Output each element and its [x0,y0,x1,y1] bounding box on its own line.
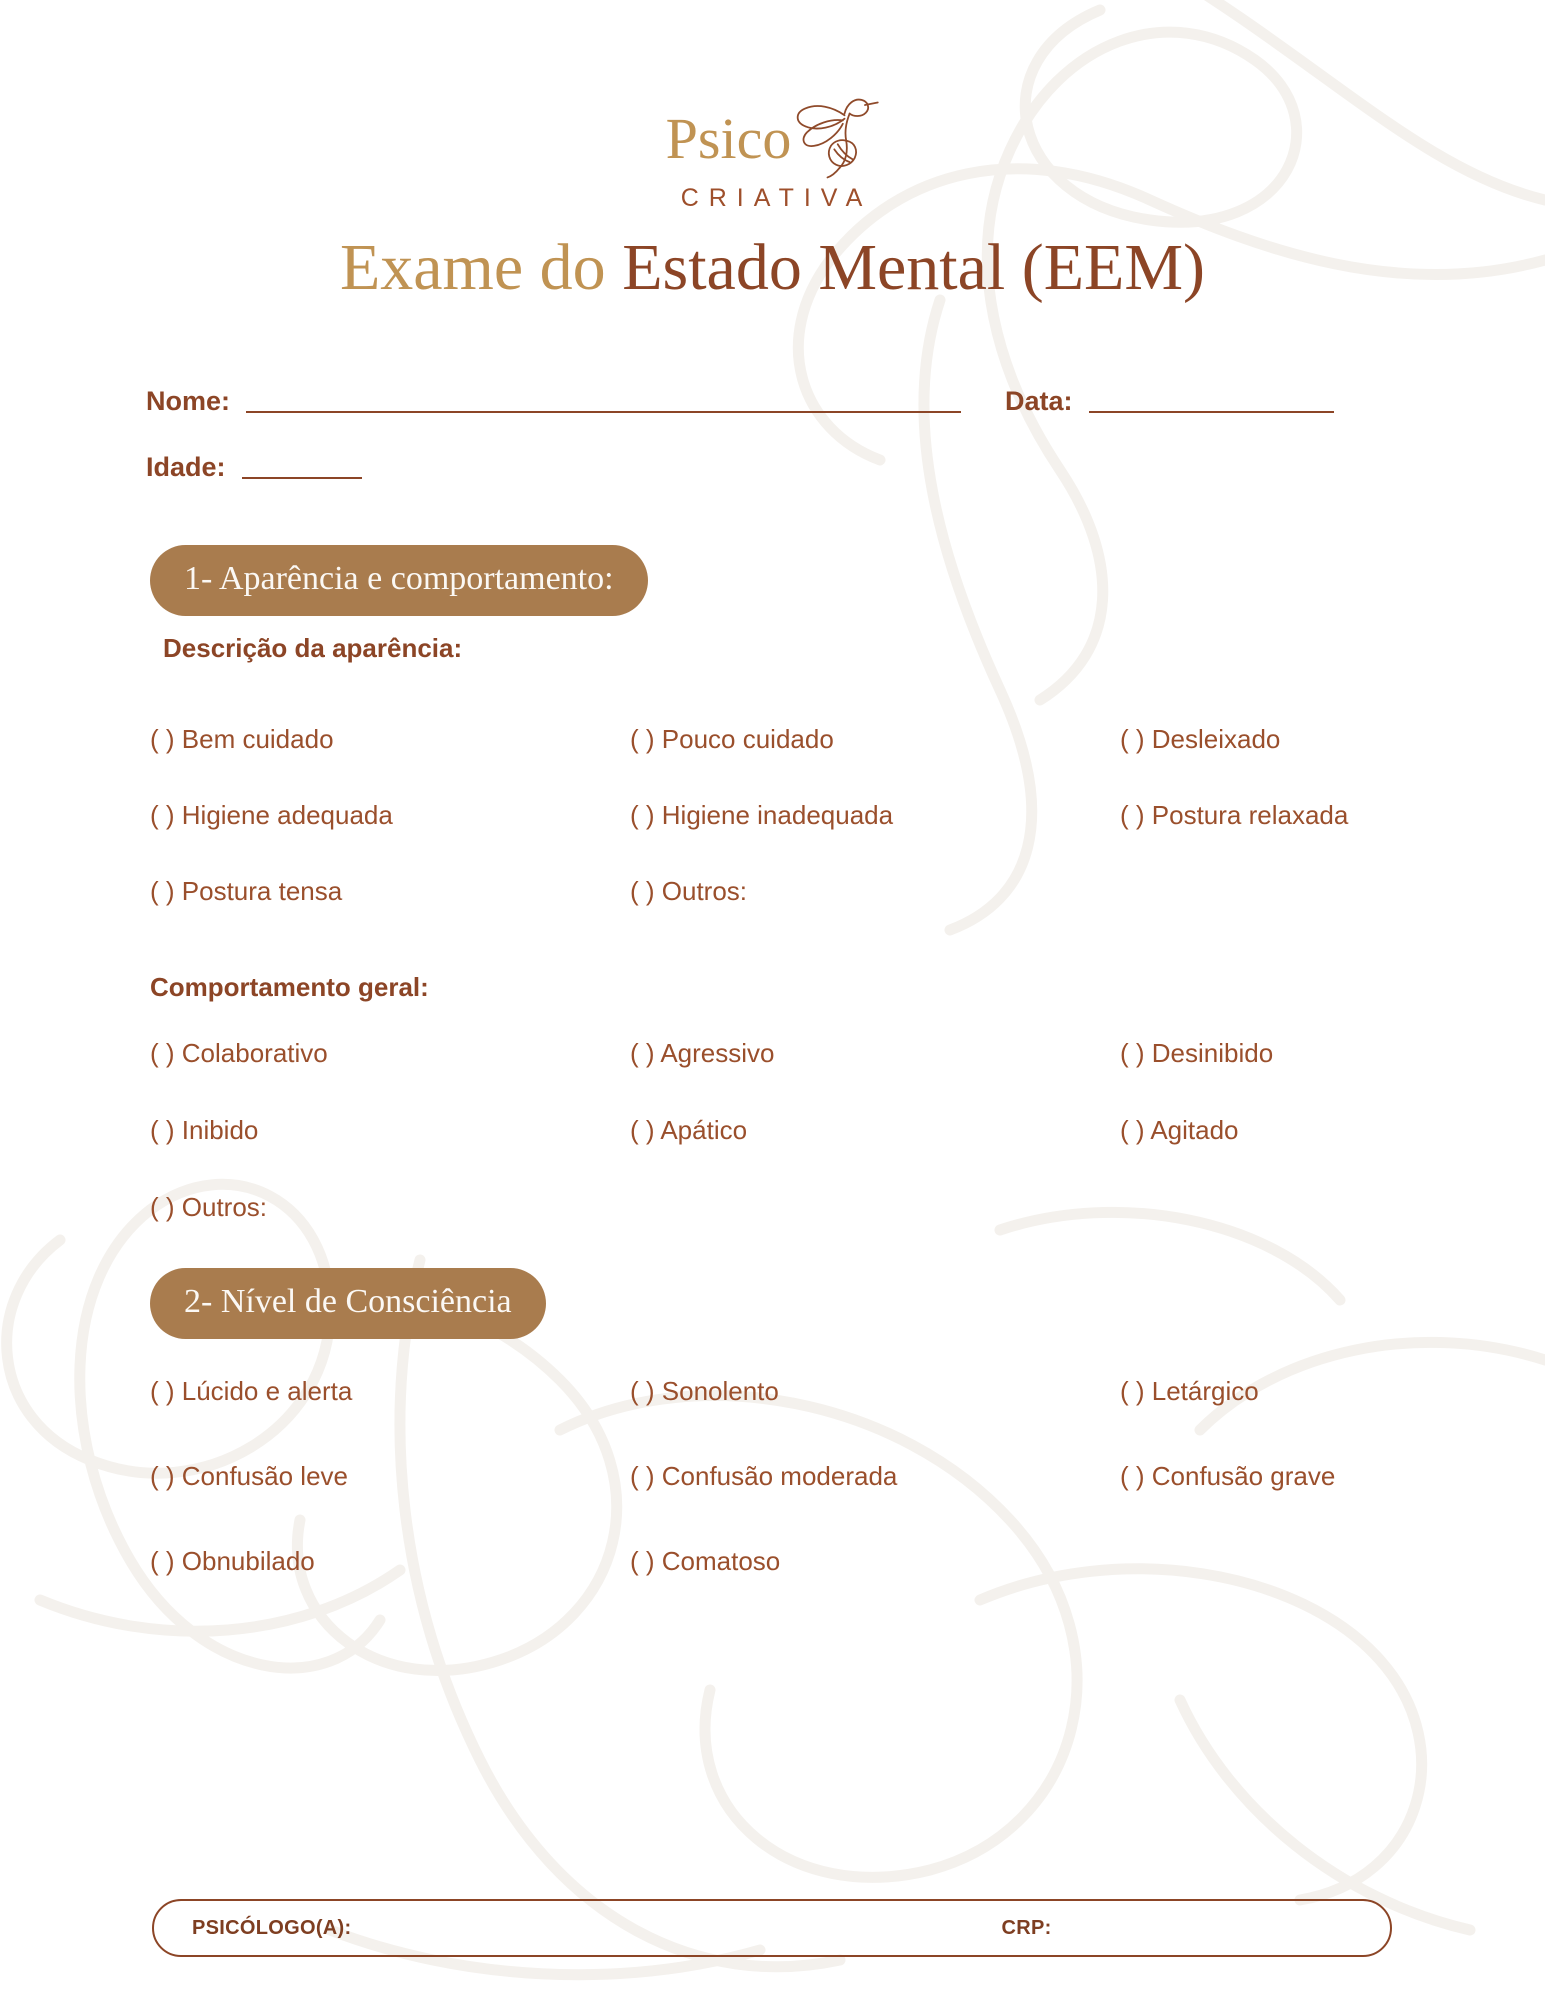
option-higiene-adequada[interactable]: ( ) Higiene adequada [150,800,393,830]
data-label: Data: [1005,386,1073,416]
logo-row [666,88,880,180]
nome-input[interactable] [246,411,961,413]
signature-footer [152,1899,1392,1957]
subheading-descricao-aparencia: Descrição da aparência: [163,633,463,663]
option-row [150,726,1480,802]
section-1-header: 1- Aparência e comportamento: [150,545,648,616]
option-lucido-e-alerta[interactable]: ( ) Lúcido e alerta [150,1376,353,1406]
option-postura-relaxada[interactable]: ( ) Postura relaxada [1120,800,1349,830]
idade-input[interactable] [242,477,362,479]
nome-data-row [146,375,1485,419]
option-agressivo[interactable]: ( ) Agressivo [630,1038,775,1068]
options-grid-consciencia [150,1378,1480,1633]
option-pouco-cuidado[interactable]: ( ) Pouco cuidado [630,724,834,754]
idade-label: Idade: [146,452,226,482]
option-outros-aparencia[interactable]: ( ) Outros: [630,876,748,906]
option-row [150,1117,1480,1194]
idade-row [146,441,1485,485]
option-confusao-moderada[interactable]: ( ) Confusão moderada [630,1461,898,1491]
option-row [150,802,1480,878]
subheading-comportamento-geral: Comportamento geral: [150,972,429,1002]
brand-logo [0,88,1545,213]
psicologo-label: PSICÓLOGO(A): [192,1916,352,1939]
page-title-light: Exame do [339,231,623,304]
option-confusao-leve[interactable]: ( ) Confusão leve [150,1461,348,1491]
option-postura-tensa[interactable]: ( ) Postura tensa [150,876,343,906]
option-row [150,1378,1480,1463]
option-empty [1120,878,1480,954]
identification-fields [146,375,1485,507]
option-empty [1120,1194,1480,1271]
option-empty [630,1194,1120,1271]
hummingbird-icon [793,88,879,180]
options-grid-comportamento [150,1040,1480,1271]
option-desleixado[interactable]: ( ) Desleixado [1120,724,1281,754]
option-outros-comportamento[interactable]: ( ) Outros: [150,1192,268,1222]
page-title [0,232,1545,305]
option-comatoso[interactable]: ( ) Comatoso [630,1546,781,1576]
option-apatico[interactable]: ( ) Apático [630,1115,748,1145]
option-empty [1120,1548,1480,1633]
options-grid-aparencia [150,726,1480,954]
option-higiene-inadequada[interactable]: ( ) Higiene inadequada [630,800,894,830]
option-row [150,878,1480,954]
option-row [150,1194,1480,1271]
page-title-dark: Estado Mental (EEM) [622,231,1206,304]
option-sonolento[interactable]: ( ) Sonolento [630,1376,779,1406]
option-row [150,1463,1480,1548]
option-letargico[interactable]: ( ) Letárgico [1120,1376,1259,1406]
option-obnubilado[interactable]: ( ) Obnubilado [150,1546,315,1576]
option-bem-cuidado[interactable]: ( ) Bem cuidado [150,724,334,754]
crp-label: CRP: [1001,1916,1052,1939]
option-row [150,1040,1480,1117]
option-desinibido[interactable]: ( ) Desinibido [1120,1038,1274,1068]
option-colaborativo[interactable]: ( ) Colaborativo [150,1038,328,1068]
option-row [150,1548,1480,1633]
option-agitado[interactable]: ( ) Agitado [1120,1115,1239,1145]
section-2-header: 2- Nível de Consciência [150,1268,546,1339]
option-confusao-grave[interactable]: ( ) Confusão grave [1120,1461,1336,1491]
brand-name: Psico [665,106,792,171]
option-inibido[interactable]: ( ) Inibido [150,1115,259,1145]
data-input[interactable] [1089,411,1334,413]
nome-label: Nome: [146,386,231,416]
brand-subtitle: CRIATIVA [680,184,873,212]
